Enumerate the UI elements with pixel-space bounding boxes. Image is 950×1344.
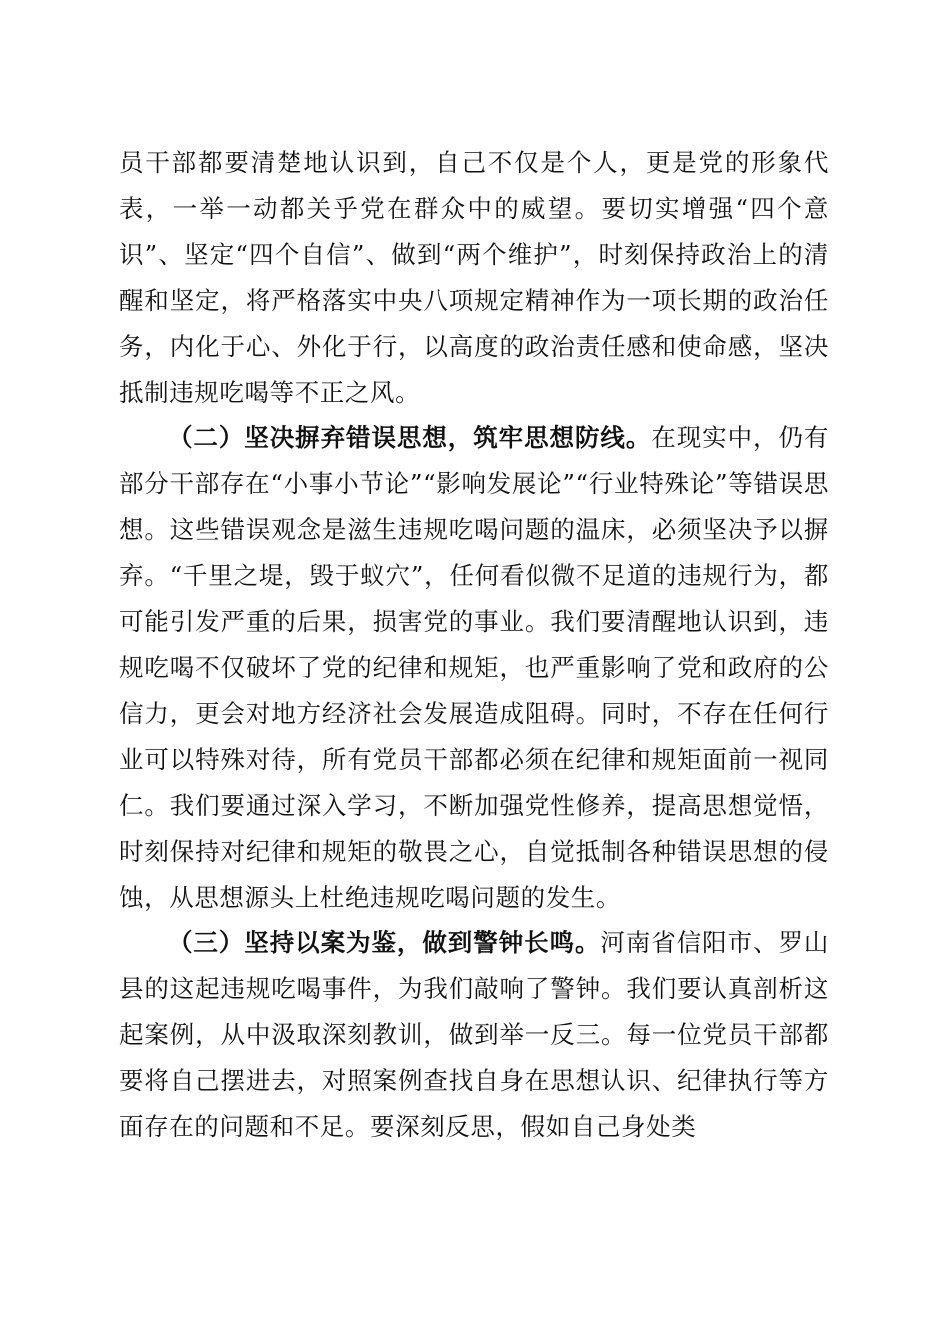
paragraph-section-2 [119, 415, 829, 920]
paragraph-section-3 [119, 920, 829, 1150]
section-2-text: 在现实中，仍有部分干部存在“小事小节论”“影响发展论”“行业特殊论”等错误思想。这些错误观念是滋生违规吃喝问题的温床，必须坚决予以摒弃。“千里之堤，毁于蚁穴”，任何看似微不足道的违规行为，都可能引发严重的后果，损害党的事业。我们要清醒地认识到，违规吃喝不仅破坏了党的纪律和规矩，也严重影响了党和政府的公信力，更会对地方经济社会发展造成阻碍。同时，不存在任何行业可以特殊对待，所有党员干部都必须在纪律和规矩面前一视同仁。我们要通过深入学习，不断加强党性修养，提高思想觉悟，时刻保持对纪律和规矩的敬畏之心，自觉抵制各种错误思想的侵蚀，从思想源头上杜绝违规吃喝问题的发生。 [119, 423, 829, 912]
section-3-heading: （三）坚持以案为鉴，做到警钟长鸣。 [168, 928, 601, 958]
document-body [119, 140, 829, 1150]
paragraph-1-text: 员干部都要清楚地认识到，自己不仅是个人，更是党的形象代表，一举一动都关乎党在群众中的威望。要切实增强“四个意识”、坚定“四个自信”、做到“两个维护”，时刻保持政治上的清醒和坚定，将严格落实中央八项规定精神作为一项长期的政治任务，内化于心、外化于行，以高度的政治责任感和使命感，坚决抵制违规吃喝等不正之风。 [119, 148, 829, 407]
section-2-heading: （二）坚决摒弃错误思想，筑牢思想防线。 [168, 423, 652, 453]
paragraph-continuation [119, 140, 829, 415]
section-3-text: 河南省信阳市、罗山县的这起违规吃喝事件，为我们敲响了警钟。我们要认真剖析这起案例，从中汲取深刻教训，做到举一反三。每一位党员干部都要将自己摆进去，对照案例查找自身在思想认识、纪律执行等方面存在的问题和不足。要深刻反思，假如自己身处类 [119, 928, 829, 1142]
